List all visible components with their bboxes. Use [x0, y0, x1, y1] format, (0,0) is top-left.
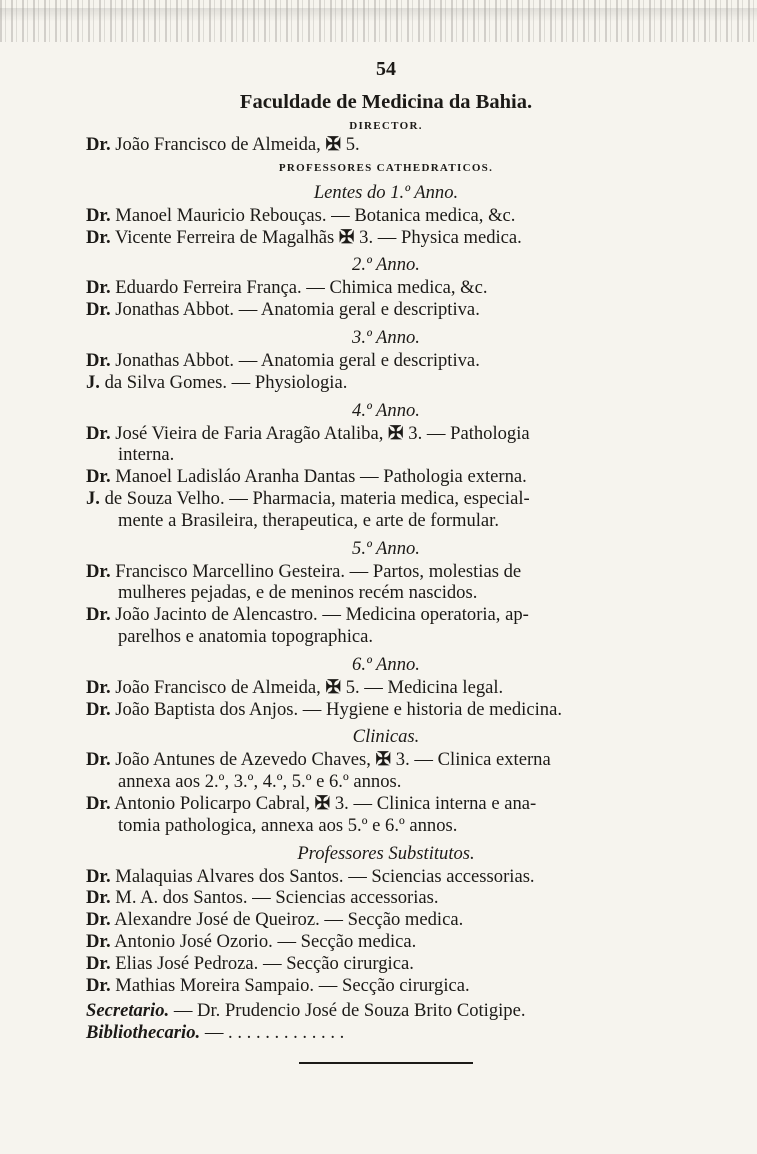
title-prefix: Dr.	[86, 134, 111, 155]
entry-text: Antonio Policarpo Cabral,	[114, 792, 310, 814]
entry-text: Jonathas Abbot. — Anatomia geral e descriptiva.	[115, 299, 480, 321]
list-item	[86, 699, 686, 721]
entry-text: Francisco Marcellino Gesteira. — Partos, molestias de	[115, 560, 522, 582]
list-item-continuation: tomia pathologica, annexa aos 5.º e 6.º annos.	[118, 814, 458, 836]
list-item	[86, 372, 686, 394]
entry-text: 3. — Clinica externa	[395, 749, 551, 771]
page-title: Faculdade de Medicina da Bahia.	[239, 91, 533, 113]
list-item	[86, 677, 686, 699]
entry-text: João Jacinto de Alencastro. — Medicina operatoria, ap-	[115, 604, 529, 626]
title-prefix: Dr.	[86, 792, 111, 814]
title-prefix: Dr.	[86, 952, 111, 974]
title-prefix: Dr.	[86, 887, 111, 909]
entry-text: Malaquias Alvares dos Santos. — Sciencias accessorias.	[115, 865, 535, 887]
entry-text: Eduardo Ferreira França. — Chimica medica, &c.	[115, 277, 488, 299]
entry-text: Jonathas Abbot. — Anatomia geral e descriptiva.	[115, 349, 480, 371]
director-entry	[86, 134, 686, 156]
title-prefix: Dr.	[86, 277, 111, 299]
order-cross-icon: ✠	[388, 422, 404, 444]
list-item-continuation: parelhos e anatomia topographica.	[118, 625, 374, 647]
secretario-line	[86, 1000, 686, 1022]
scan-top-edge	[0, 0, 757, 42]
list-item	[86, 299, 686, 321]
list-item	[86, 866, 686, 888]
entry-text: da Silva Gomes. — Physiologia.	[104, 371, 348, 393]
order-cross-icon: ✠	[375, 749, 392, 771]
year-heading-4: 4.º Anno.	[352, 399, 420, 421]
page-number: 54	[376, 58, 396, 80]
list-item	[86, 887, 686, 909]
list-item	[86, 466, 686, 488]
list-item	[86, 350, 686, 372]
title-prefix: Dr.	[86, 299, 111, 321]
entry-text: Manoel Mauricio Rebouças. — Botanica medica, &c.	[115, 204, 516, 226]
year-heading-5: 5.º Anno.	[352, 537, 420, 559]
list-item	[86, 561, 686, 583]
entry-text: Mathias Moreira Sampaio. — Secção cirurgica.	[115, 974, 470, 996]
title-prefix: J.	[86, 487, 100, 509]
entry-text: 5. — Medicina legal.	[345, 676, 504, 698]
page-content	[86, 58, 686, 1064]
year-heading-3: 3.º Anno.	[352, 326, 420, 348]
bibliothecario-line	[86, 1022, 686, 1044]
list-item	[86, 749, 686, 771]
list-item	[86, 227, 686, 249]
list-item	[86, 953, 686, 975]
director-name: João Francisco de Almeida,	[115, 134, 321, 155]
entry-text: de Souza Velho. — Pharmacia, materia medica, especial-	[104, 487, 530, 509]
entry-text: Vicente Ferreira de Magalhãs	[114, 226, 335, 248]
order-cross-icon: ✠	[338, 226, 355, 248]
list-item	[86, 423, 686, 445]
clinicas-heading: Clinicas.	[352, 726, 420, 748]
order-cross-icon: ✠	[325, 676, 342, 698]
title-prefix: Dr.	[86, 560, 111, 582]
list-item	[86, 975, 686, 997]
list-item	[86, 205, 686, 227]
title-prefix: Dr.	[86, 930, 111, 952]
entry-text: M. A. dos Santos. — Sciencias accessorias.	[115, 887, 439, 909]
secretario-label: Secretario.	[86, 1000, 170, 1022]
title-prefix: Dr.	[86, 676, 111, 698]
title-prefix: Dr.	[86, 865, 111, 887]
list-item	[86, 931, 686, 953]
list-item-continuation: mulheres pejadas, e de meninos recém nascidos.	[118, 582, 478, 604]
entry-text: 3. — Clinica interna e ana-	[334, 792, 537, 814]
entry-text: Manoel Ladisláo Aranha Dantas — Pathologia externa.	[115, 466, 527, 488]
order-cross-icon: ✠	[314, 792, 331, 814]
title-prefix: Dr.	[86, 698, 111, 720]
title-prefix: J.	[86, 371, 100, 393]
list-item	[86, 909, 686, 931]
entry-text: Alexandre José de Queiroz. — Secção medica.	[114, 909, 464, 931]
entry-text: João Baptista dos Anjos. — Hygiene e historia de medicina.	[115, 698, 562, 720]
title-prefix: Dr.	[86, 974, 111, 996]
bibliothecario-text: — . . . . . . . . . . . . .	[204, 1022, 345, 1044]
title-prefix: Dr.	[86, 422, 111, 444]
list-item	[86, 604, 686, 626]
list-item-continuation: mente a Brasileira, therapeutica, e arte de formular.	[118, 509, 499, 531]
title-prefix: Dr.	[86, 349, 111, 371]
entry-text: 3. — Pathologia	[408, 422, 530, 444]
entry-text: Antonio José Ozorio. — Secção medica.	[114, 930, 417, 952]
year-heading-1: Lentes do 1.º Anno.	[313, 181, 459, 203]
title-prefix: Dr.	[86, 226, 111, 248]
bibliothecario-label: Bibliothecario.	[86, 1022, 201, 1044]
professores-heading: PROFESSORES CATHEDRATICOS.	[278, 161, 494, 174]
entry-text: 3. — Physica medica.	[359, 226, 522, 248]
title-prefix: Dr.	[86, 604, 111, 626]
substitutos-heading: Professores Substitutos.	[297, 842, 475, 864]
title-prefix: Dr.	[86, 466, 111, 488]
title-prefix: Dr.	[86, 909, 111, 931]
title-prefix: Dr.	[86, 204, 111, 226]
entry-text: João Francisco de Almeida,	[115, 676, 321, 698]
list-item-continuation: interna.	[118, 444, 175, 466]
list-item	[86, 277, 686, 299]
entry-text: João Antunes de Azevedo Chaves,	[115, 749, 371, 771]
year-heading-6: 6.º Anno.	[352, 653, 420, 675]
secretario-text: — Dr. Prudencio José de Souza Brito Cotigipe.	[173, 1000, 526, 1022]
closing-rule	[299, 1062, 473, 1064]
entry-text: Elias José Pedroza. — Secção cirurgica.	[115, 952, 414, 974]
order-cross-icon: ✠	[325, 134, 342, 155]
order-grade: 5.	[345, 134, 360, 155]
list-item	[86, 793, 686, 815]
title-prefix: Dr.	[86, 749, 111, 771]
list-item-continuation: annexa aos 2.º, 3.º, 4.º, 5.º e 6.º annos.	[118, 771, 402, 793]
entry-text: José Vieira de Faria Aragão Ataliba,	[115, 422, 384, 444]
list-item	[86, 488, 686, 510]
director-heading: DIRECTOR.	[349, 120, 423, 132]
year-heading-2: 2.º Anno.	[352, 254, 420, 276]
